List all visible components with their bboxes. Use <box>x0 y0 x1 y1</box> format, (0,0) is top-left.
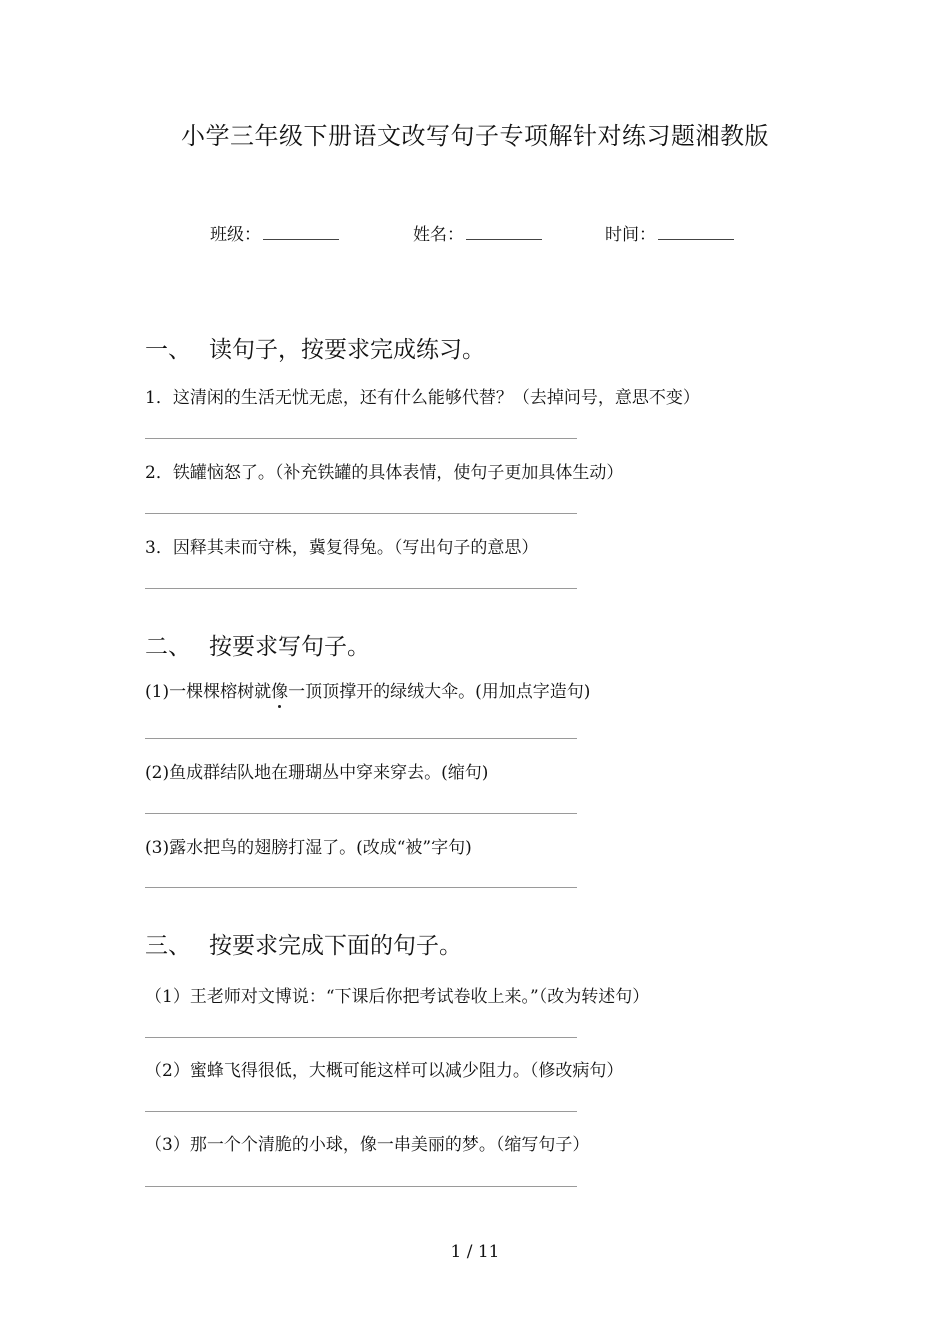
section-2-title: 按要求写句子。 <box>209 634 370 660</box>
time-label: 时间： <box>605 225 656 245</box>
section-3-heading <box>145 927 462 960</box>
section-1-question-1: 1．这清闲的生活无忧无虑，还有什么能够代替？（去掉问号，意思不变） <box>145 388 700 408</box>
section-2-question-3: (3)露水把鸟的翅膀打湿了。(改成“被”字句) <box>145 838 472 858</box>
section-3-question-1: （1）王老师对文博说：“下课后你把考试卷收上来。”（改为转述句） <box>145 987 650 1007</box>
section-1-answer-line-1[interactable] <box>145 438 577 439</box>
section-1-question-3: 3．因释其耒而守株，冀复得兔。（写出句子的意思） <box>145 538 539 558</box>
section-3-answer-line-1[interactable] <box>145 1037 577 1038</box>
section-2-question-2: (2)鱼成群结队地在珊瑚丛中穿来穿去。(缩句) <box>145 763 489 783</box>
section-1-number: 一、 <box>145 337 191 363</box>
name-field <box>413 220 542 245</box>
class-label: 班级： <box>210 225 261 245</box>
time-field <box>605 220 734 245</box>
section-3-question-2: （2）蜜蜂飞得很低，大概可能这样可以减少阻力。（修改病句） <box>145 1061 624 1081</box>
section-2-answer-line-1[interactable] <box>145 738 577 739</box>
class-blank[interactable] <box>263 225 339 240</box>
section-2-answer-line-2[interactable] <box>145 813 577 814</box>
section-2-answer-line-3[interactable] <box>145 887 577 888</box>
name-blank[interactable] <box>466 225 542 240</box>
section-1-title: 读句子，按要求完成练习。 <box>209 337 485 363</box>
section-2-heading <box>145 628 370 661</box>
question-text-after: 一顶顶撑开的绿绒大伞。(用加点字造句) <box>288 682 591 702</box>
emphasized-char: 像 <box>271 677 288 702</box>
section-1-heading <box>145 331 485 364</box>
page-title: 小学三年级下册语文改写句子专项解针对练习题湘教版 <box>181 122 769 150</box>
section-3-answer-line-3[interactable] <box>145 1186 577 1187</box>
section-3-question-3: （3）那一个个清脆的小球，像一串美丽的梦。（缩写句子） <box>145 1135 590 1155</box>
section-1-question-2: 2．铁罐恼怒了。（补充铁罐的具体表情，使句子更加具体生动） <box>145 463 624 483</box>
time-blank[interactable] <box>658 225 734 240</box>
page-number: 1 / 11 <box>450 1242 500 1262</box>
class-field <box>210 220 339 245</box>
name-label: 姓名： <box>413 225 464 245</box>
section-1-answer-line-3[interactable] <box>145 588 577 589</box>
section-3-number: 三、 <box>145 933 191 959</box>
section-1-answer-line-2[interactable] <box>145 513 577 514</box>
section-2-question-1 <box>145 677 590 702</box>
section-3-title: 按要求完成下面的句子。 <box>209 933 462 959</box>
question-text-before: (1)一棵棵榕树就 <box>145 682 272 702</box>
section-3-answer-line-2[interactable] <box>145 1111 577 1112</box>
section-2-number: 二、 <box>145 634 191 660</box>
